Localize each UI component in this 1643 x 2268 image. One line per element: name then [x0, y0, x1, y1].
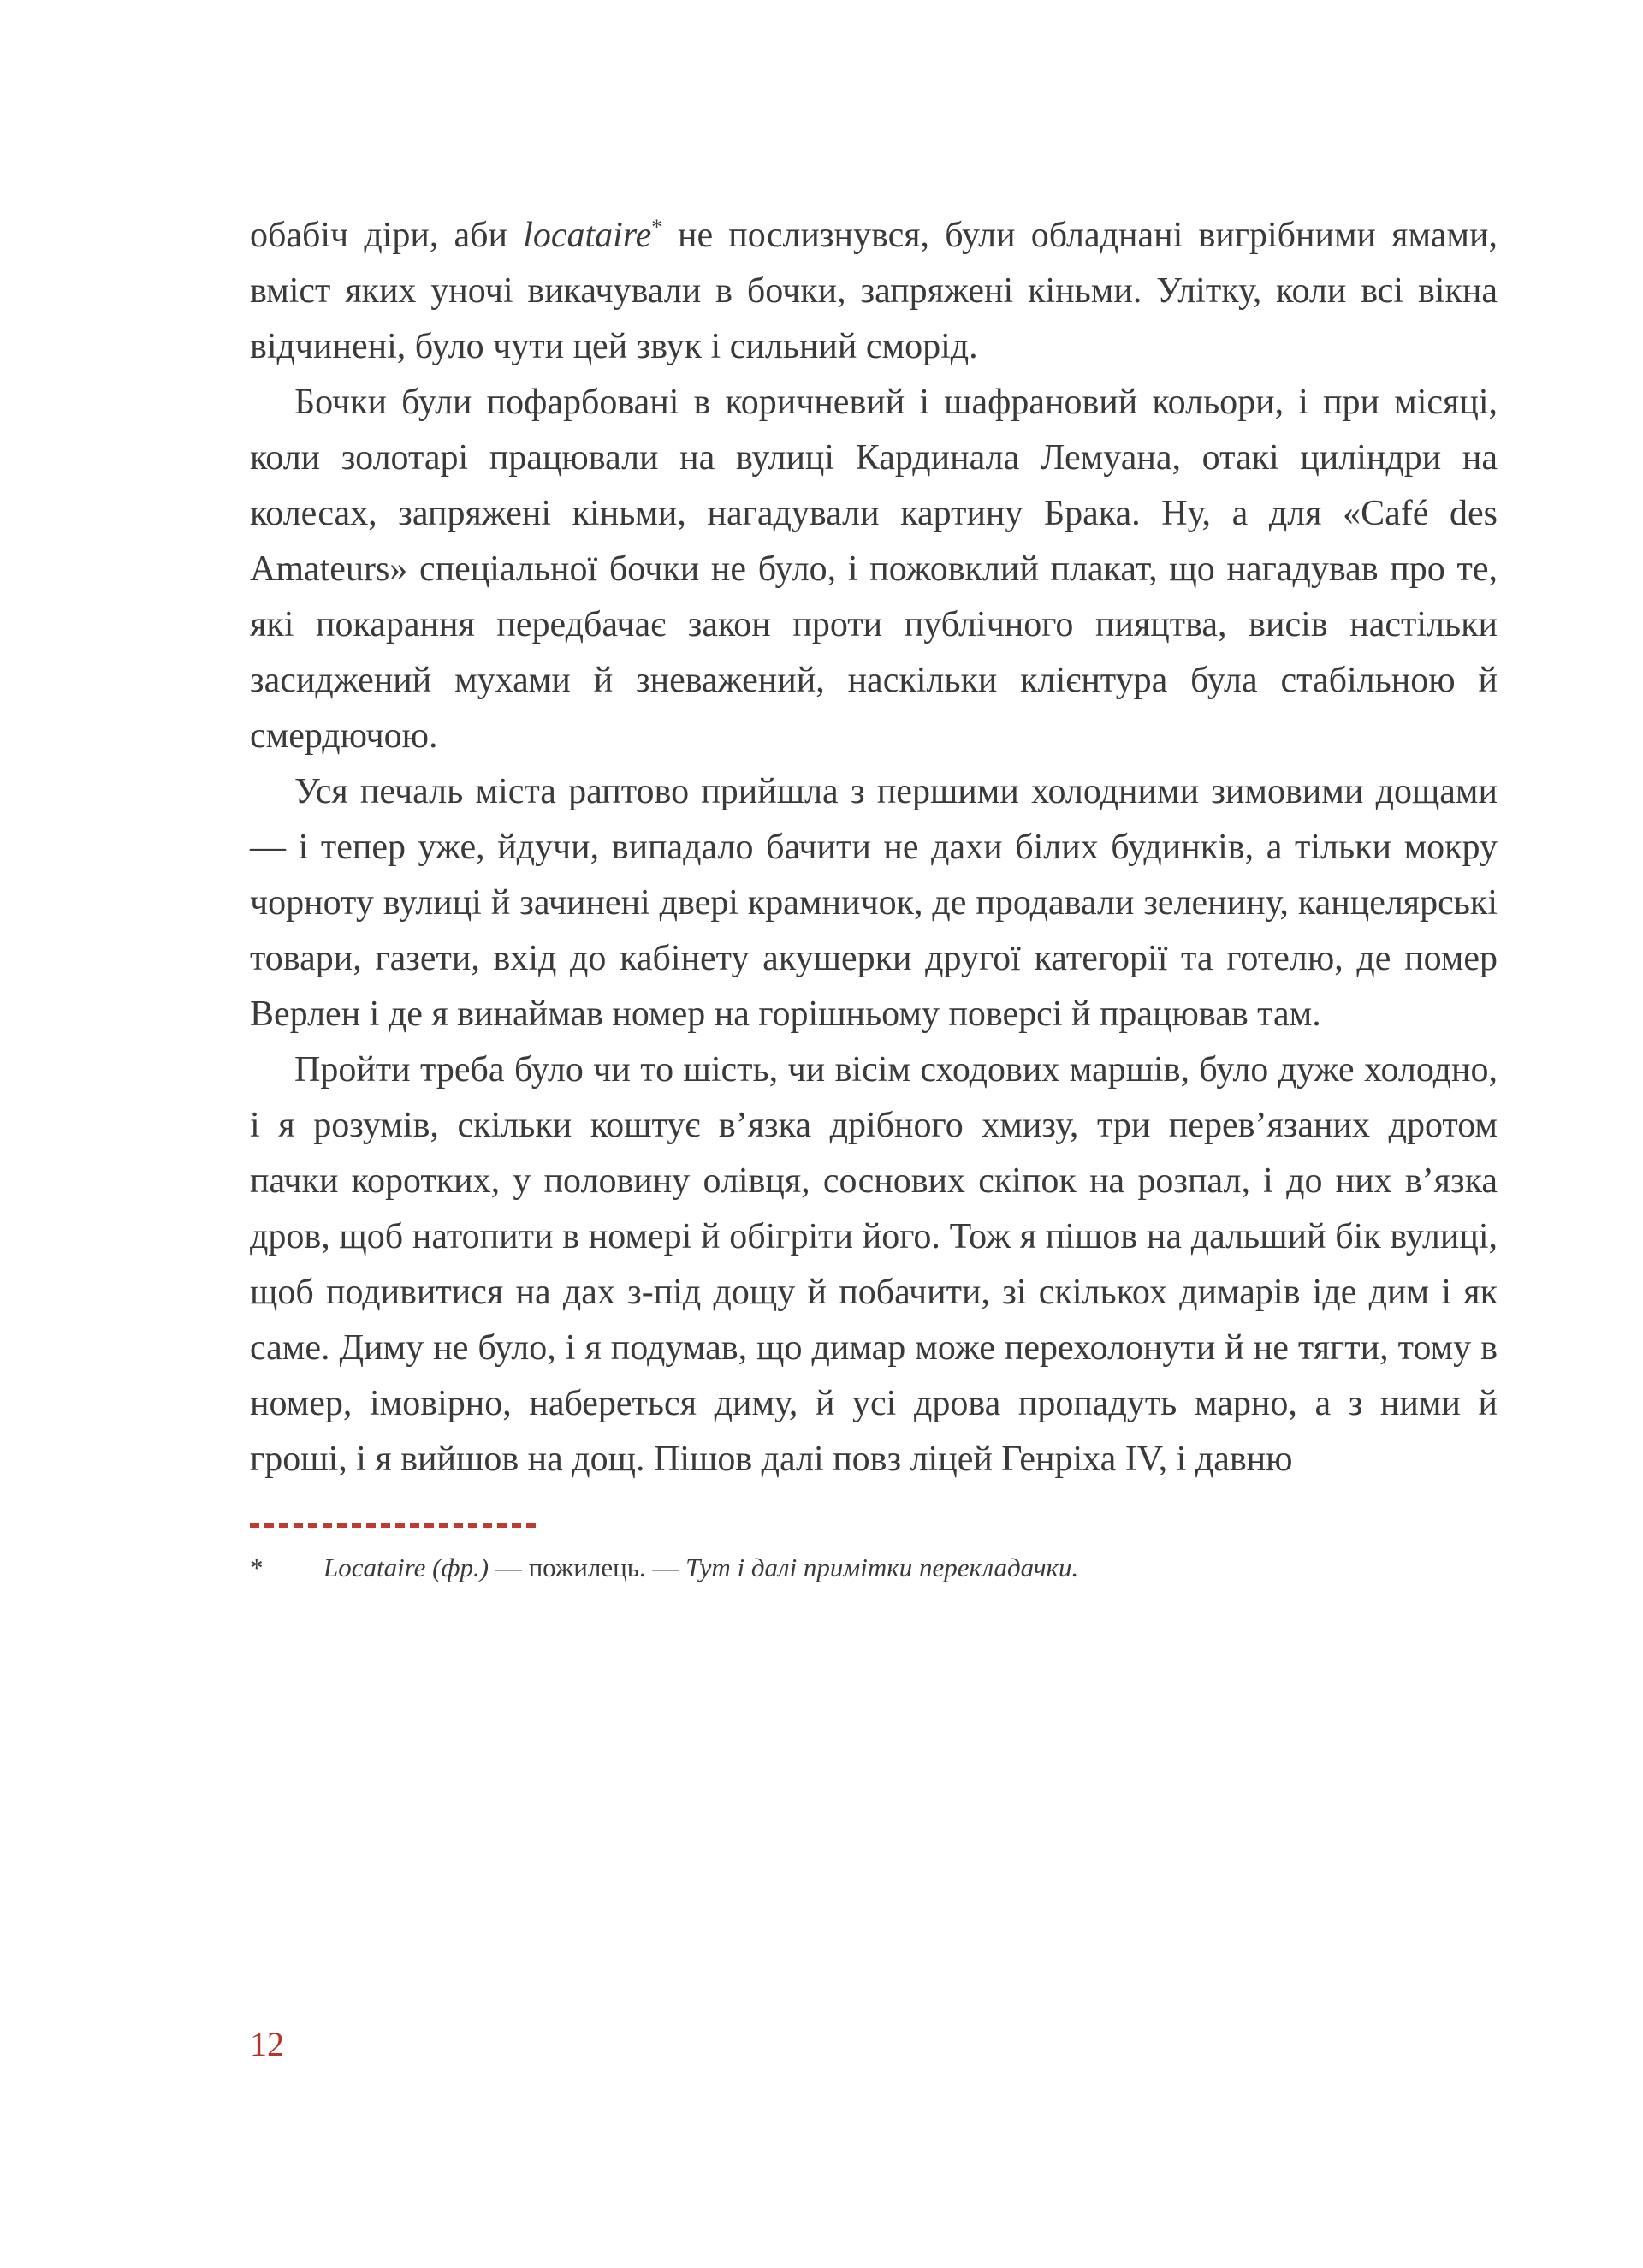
footnote-reference: *	[651, 216, 662, 239]
footnote	[250, 1550, 1498, 1586]
page-number: 12	[250, 2025, 284, 2063]
paragraph	[250, 764, 1498, 1042]
text-segment: Тут і далі примітки перекладачки.	[685, 1553, 1079, 1582]
paragraph	[250, 1042, 1498, 1487]
paragraph	[250, 375, 1498, 764]
footnote-separator	[250, 1523, 541, 1528]
text-segment: Уся печаль міста раптово прийшла з першими холодними зимовими дощами — і тепер уже, йдучи, випадало бачити не дахи білих будинків, а тільки мокру чорноту вулиці й зачинені двері крамничок, де продавали зеленину, канцелярські товари, газети, вхід до кабінету акушерки другої категорії та готелю, де помер Верлен і де я винаймав номер на горішньому поверсі й працював там.	[250, 772, 1498, 1034]
footnote-text	[323, 1550, 1078, 1586]
text-segment: Бочки були пофарбовані в коричневий і шафрановий кольори, і при місяці, коли золотарі працювали на вулиці Кардинала Лемуана, отакі циліндри на колесах, запряжені кіньми, нагадували картину Брака. Ну, а для «Café des Amateurs» спеціальної бочки не було, і пожовклий плакат, що нагадував про те, які покарання передбачає закон проти публічного пияцтва, висів настільки засиджений мухами й зневажений, наскільки клієнтура була стабільною й смердючою.	[250, 383, 1498, 756]
text-segment: locataire	[523, 216, 652, 255]
text-segment: обабіч діри, аби	[250, 216, 524, 255]
paragraph	[250, 208, 1498, 375]
page-text	[250, 208, 1498, 1487]
book-page	[250, 208, 1498, 1586]
footnote-marker: *	[250, 1553, 264, 1582]
text-segment: — пожилець. —	[489, 1553, 686, 1582]
text-segment: не послизнувся, були обладнані вигрібними ямами, вміст яких уночі викачували в бочки, запряжені кіньми. Улітку, коли всі вікна відчинені, було чути цей звук і сильний сморід.	[250, 216, 1498, 366]
text-segment: Пройти треба було чи то шість, чи вісім сходових маршів, було дуже холодно, і я розумів, скільки коштує в’язка дрібного хмизу, три перев’язаних дротом пачки коротких, у половину олівця, соснових скіпок на розпал, і до них в’язка дров, щоб натопити в номері й обігріти його. Тож я пішов на дальший бік вулиці, щоб подивитися на дах з-під дощу й побачити, зі скількох димарів іде дим і як саме. Диму не було, і я подумав, що димар може перехолонути й не тягти, тому в номер, імовірно, набереться диму, й усі дрова пропадуть марно, а з ними й гроші, і я вийшов на дощ. Пішов далі повз ліцей Генріха IV, і давню	[250, 1050, 1498, 1479]
text-segment: (фр.)	[425, 1553, 489, 1582]
text-segment: Locataire	[323, 1553, 426, 1582]
